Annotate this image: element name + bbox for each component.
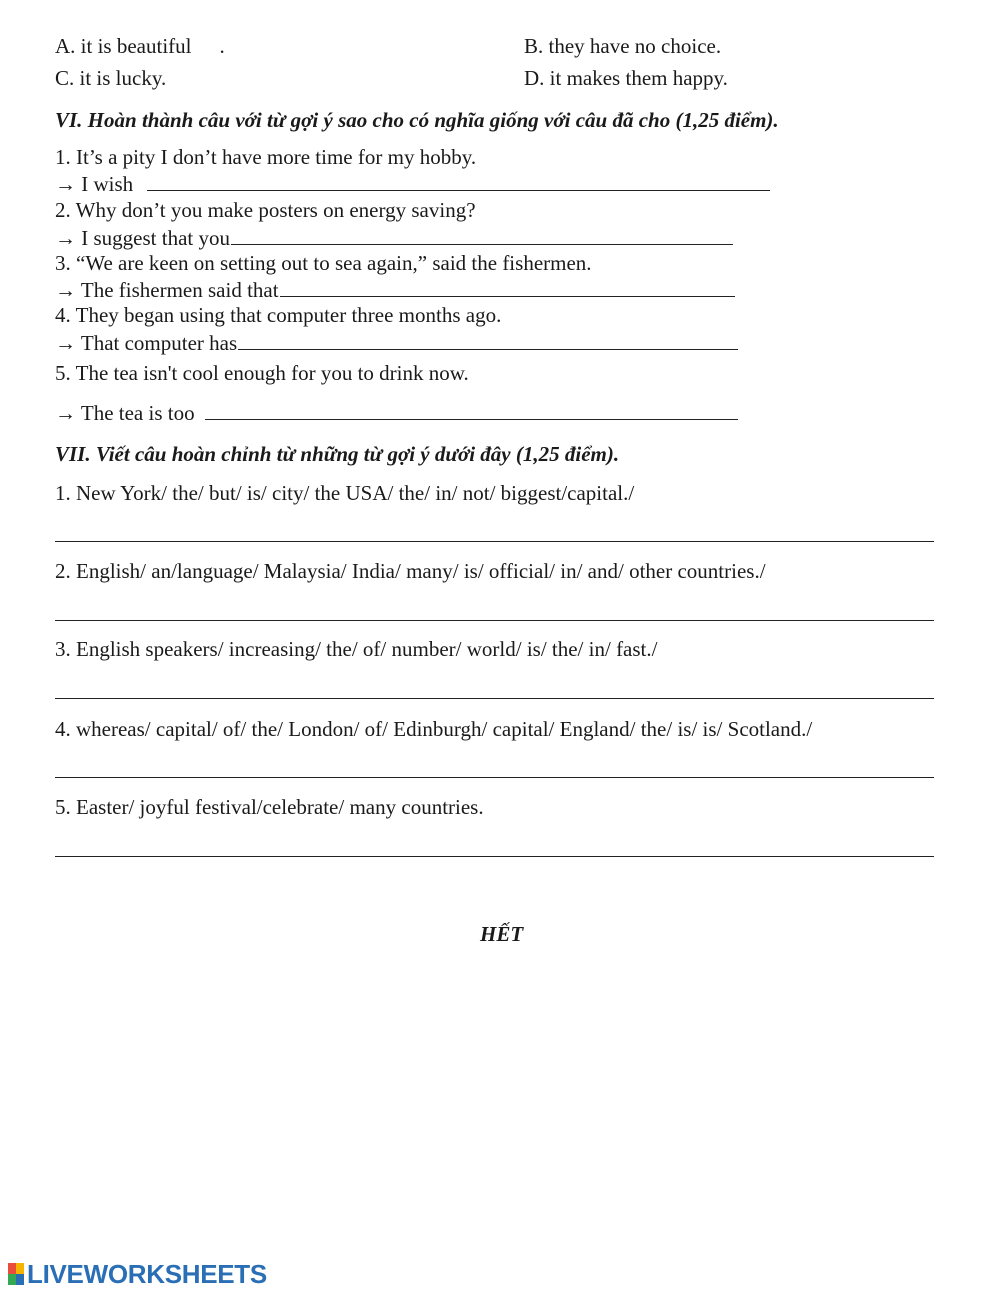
option-b: B. they have no choice. [524,34,722,58]
answer-blank-1[interactable] [147,170,770,191]
logo-text: LIVEWORKSHEETS [27,1259,267,1289]
answer-line-4[interactable] [55,777,934,778]
liveworksheets-logo[interactable] [8,1259,267,1289]
answer-blank-4[interactable] [238,329,738,350]
answer-blank-5[interactable] [205,399,738,420]
answer-line-3[interactable] [55,698,934,699]
option-d: D. it makes them happy. [524,66,728,90]
answer-blank-2[interactable] [231,224,733,245]
section-6-heading: VI. Hoàn thành câu với từ gợi ý sao cho có nghĩa giống với câu đã cho (1,25 điểm). [55,108,779,132]
answer-blank-3[interactable] [280,276,735,297]
option-c: C. it is lucky. [55,66,167,90]
option-a: A. it is beautiful . [55,34,225,58]
prompt-label: → I wish [55,172,134,196]
rewrite-sentence-4: 4. They began using that computer three months ago. [55,303,502,327]
logo-blocks-icon [8,1263,24,1285]
answer-line-5[interactable] [55,856,934,857]
word-prompt-2: 2. English/ an/language/ Malaysia/ India/ many/ is/ official/ in/ and/ other countries./ [55,559,766,583]
rewrite-answer-row-2 [55,224,733,251]
prompt-label: → The tea is too [55,401,195,425]
word-prompt-4: 4. whereas/ capital/ of/ the/ London/ of/ Edinburgh/ capital/ England/ the/ is/ is/ Scotland./ [55,717,813,741]
rewrite-sentence-5: 5. The tea isn't cool enough for you to drink now. [55,361,469,385]
answer-line-1[interactable] [55,541,934,542]
word-prompt-3: 3. English speakers/ increasing/ the/ of/ number/ world/ is/ the/ in/ fast./ [55,637,658,661]
rewrite-sentence-1: 1. It’s a pity I don’t have more time for my hobby. [55,145,477,169]
rewrite-answer-row-3 [55,276,735,303]
rewrite-answer-row-4 [55,329,738,356]
end-mark: HẾT [480,922,524,946]
rewrite-sentence-3: 3. “We are keen on setting out to sea again,” said the fishermen. [55,251,592,275]
section-7-heading: VII. Viết câu hoàn chỉnh từ những từ gợi ý dưới đây (1,25 điểm). [55,442,620,466]
prompt-label: → That computer has [55,331,238,355]
word-prompt-1: 1. New York/ the/ but/ is/ city/ the USA/ the/ in/ not/ biggest/capital./ [55,481,635,505]
rewrite-answer-row-5 [55,399,738,426]
answer-line-2[interactable] [55,620,934,621]
prompt-label: → The fishermen said that [55,278,279,302]
prompt-label: → I suggest that you [55,226,230,250]
word-prompt-5: 5. Easter/ joyful festival/celebrate/ many countries. [55,795,484,819]
rewrite-answer-row-1 [55,170,770,197]
rewrite-sentence-2: 2. Why don’t you make posters on energy saving? [55,198,476,222]
